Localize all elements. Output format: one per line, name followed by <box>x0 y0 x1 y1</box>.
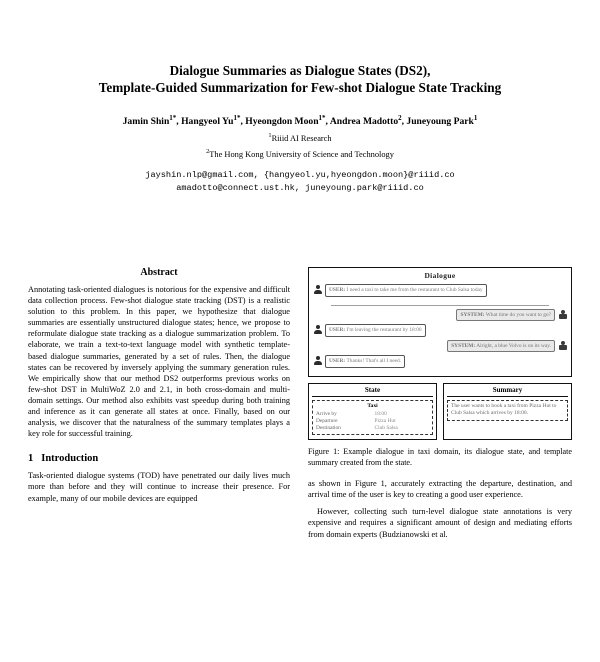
dialogue-turn <box>313 324 567 337</box>
state-row <box>316 418 429 425</box>
dialogue-turn <box>313 340 567 353</box>
summary-text: The user wants to book a taxi from Pizza Hut to Club Salsa which arrives by 18:00. <box>451 402 557 417</box>
dialogue-bubble <box>456 309 555 322</box>
bot-icon <box>558 310 567 319</box>
summary-panel <box>443 383 572 440</box>
page-title <box>40 62 560 96</box>
summary-panel-content <box>447 400 568 421</box>
introduction-title: Introduction <box>41 453 99 465</box>
dialogue-bubble <box>447 340 555 353</box>
author-emails <box>0 169 600 195</box>
introduction-heading <box>28 453 290 464</box>
dialogue-turn <box>313 355 567 368</box>
introduction-paragraph-1: Task-oriented dialogue systems (TOD) have penetrated our daily lives much more than before and they will continue to increase their presence. For example, many of our mobile devices are equipped <box>28 471 290 503</box>
title-line-1: Dialogue Summaries as Dialogue States (DS2), <box>169 63 431 78</box>
left-column <box>28 267 290 546</box>
state-key: Departure <box>316 417 338 424</box>
state-panel-title: State <box>312 386 433 397</box>
turn-speaker: SYSTEM: <box>451 342 476 349</box>
turn-speaker: USER: <box>329 287 346 293</box>
abstract-text: Annotating task-oriented dialogues is notorious for the expensive and difficult data collection process. Few-shot dialogue state tracking (DST) is a realistic solution to this problem. In this paper, we hypothesize that dialogue summaries are essentially unstructured dialogue states; hence, we propose to reformulate dialogue state tracking as a dialogue summarization problem. To elaborate, we train a text-to-text language model with synthetic template-based dialogue summaries, generated by a set of rules. Then, the dialogue states can be recovered by inversely applying the summary generation rules. We empirically show that our method DS2 outperforms previous works on few-shot DST in MultiWoZ 2.0 and 2.1, in both cross-domain and multi-domain settings. Our method also exhibits vast speedup during both training and inference as it can generate all states at once. Finally, based on our analysis, we discover that the naturalness of the summary templates plays a key role for successful training. <box>28 285 290 439</box>
turn-speaker: USER: <box>329 358 346 365</box>
dialogue-turn <box>313 284 567 297</box>
state-panel <box>308 383 437 440</box>
dialogue-bubble <box>325 324 426 337</box>
email-line-1: jayshin.nlp@gmail.com, {hangyeol.yu,hyeongdon.moon}@riiid.co <box>145 169 455 180</box>
right-column <box>308 267 572 546</box>
right-paragraph-2: However, collecting such turn-level dialogue state annotations is very expensive and requires a significant amount of design and mediating efforts from domain experts (Budzianowski et al. <box>308 507 572 539</box>
affiliation-2: $^2$The Hong Kong University of Science and Technology <box>206 147 394 159</box>
turn-text: I need a taxi to take me from the restaurant to Club Salsa today <box>346 287 483 293</box>
user-icon <box>313 356 322 365</box>
turn-text: Alright, a blue Volvo is on its way. <box>476 342 551 349</box>
figure-lower-panels <box>308 383 572 440</box>
turn-text: Thanks! That's all I need. <box>346 358 402 365</box>
title-line-2: Template-Guided Summarization for Few-shot Dialogue State Tracking <box>98 80 502 95</box>
two-column-body <box>28 267 572 546</box>
turn-speaker: SYSTEM: <box>460 311 485 318</box>
state-key: Destination <box>316 424 341 431</box>
right-paragraph-1: as shown in Figure 1, accurately extracting the departure, destination, and arrival time of the user is key to creating a good user experience. <box>308 479 572 500</box>
dialogue-turn <box>313 309 567 322</box>
user-icon <box>313 325 322 334</box>
dialogue-box-title: Dialogue <box>424 271 456 280</box>
turn-text: I'm leaving the restaurant by 18:00 <box>346 327 422 334</box>
dialogue-box <box>308 267 572 377</box>
abstract-heading: Abstract <box>140 267 178 278</box>
affiliation-1: $^1$Riiid AI Research <box>268 132 332 143</box>
paper-page <box>0 62 600 662</box>
highlight-underline <box>331 300 549 306</box>
summary-panel-title: Summary <box>447 386 568 397</box>
state-panel-content <box>312 400 433 435</box>
state-value: Pizza Hut <box>374 417 396 424</box>
state-key: Arrive by <box>316 410 337 417</box>
state-row <box>316 411 429 418</box>
author-list: Jamin Shin$^{1*}$, Hangyeol $Yu^{1*}$, Hyeongdon Moon$^{1*}$, Andrea Madotto$^2$, Juneyoung Park$^1$ <box>122 114 478 128</box>
state-value: 18:00 <box>374 410 387 417</box>
figure-caption: Figure 1: Example dialogue in taxi domain, its dialogue state, and template summary created from the state. <box>308 446 572 467</box>
state-value: Club Salsa <box>374 424 398 431</box>
dialogue-bubble <box>325 284 487 297</box>
dialogue-bubble <box>325 355 405 368</box>
user-icon <box>313 285 322 294</box>
state-row <box>316 425 429 432</box>
turn-text: What time do you want to go? <box>485 311 551 318</box>
email-line-2: amadotto@connect.ust.hk, juneyoung.park@riiid.co <box>176 182 424 193</box>
turn-speaker: USER: <box>329 327 346 334</box>
state-domain-label: Taxi <box>367 402 378 409</box>
figure-1 <box>308 267 572 440</box>
introduction-number: 1 <box>28 453 34 465</box>
bot-icon <box>558 341 567 350</box>
